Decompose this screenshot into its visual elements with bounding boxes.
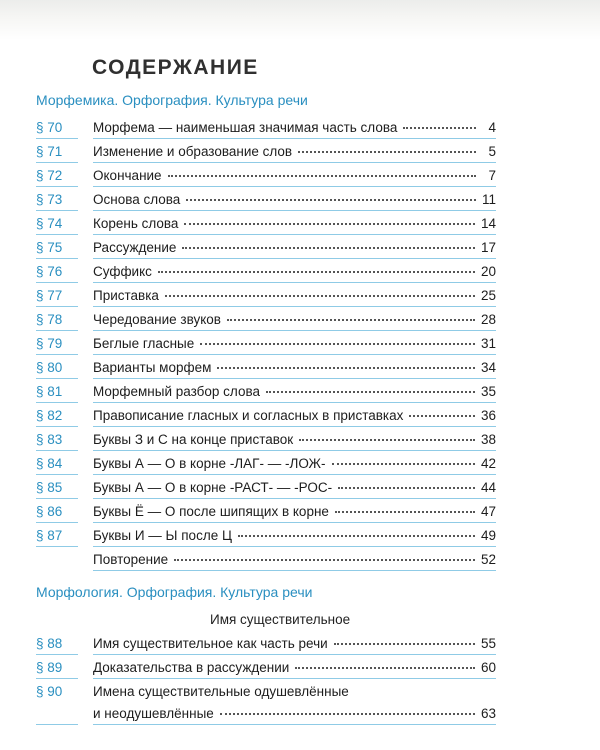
entry-leader (93, 360, 496, 375)
paragraph-underline (36, 162, 78, 163)
entry-leader (93, 192, 496, 207)
entry-underline (93, 330, 496, 331)
paragraph-number: § 80 (36, 360, 63, 375)
dot-leader (227, 319, 475, 321)
toc-entry[interactable] (36, 548, 496, 572)
page-number: 34 (480, 360, 496, 375)
entry-underline (93, 546, 496, 547)
page-number: 4 (488, 120, 496, 135)
paragraph-underline (36, 546, 78, 547)
toc-entry[interactable] (36, 164, 496, 188)
entry-title: Окончание (93, 168, 162, 183)
page-number: 7 (488, 168, 496, 183)
paragraph-underline (36, 678, 78, 679)
toc-entry-body (36, 284, 496, 308)
entry-leader (93, 636, 496, 651)
toc-entry[interactable] (36, 116, 496, 140)
dot-leader (409, 415, 475, 417)
entry-title: Корень слова (93, 216, 179, 231)
entry-leader (93, 264, 496, 279)
entry-leader (93, 504, 496, 519)
toc-entry[interactable] (36, 380, 496, 404)
entry-leader (93, 144, 496, 159)
page-title: СОДЕРЖАНИЕ (92, 56, 259, 79)
toc-entry-body (36, 428, 496, 452)
page-number: 44 (480, 480, 496, 495)
entry-leader (93, 480, 496, 495)
paragraph-underline (36, 402, 78, 403)
entry-title: Приставка (93, 288, 159, 303)
entry-underline (93, 426, 496, 427)
toc-entry-body (36, 680, 496, 726)
entry-title: Рассуждение (93, 240, 177, 255)
entry-leader (93, 312, 496, 327)
toc-entry-body (36, 656, 496, 680)
entry-underline (93, 234, 496, 235)
page-number: 60 (480, 660, 496, 675)
entry-title: Чередование звуков (93, 312, 221, 327)
entry-title: Основа слова (93, 192, 181, 207)
dot-leader (295, 667, 475, 669)
paragraph-underline (36, 354, 78, 355)
paragraph-number: § 83 (36, 432, 63, 447)
page-number: 38 (480, 432, 496, 447)
dot-leader (220, 713, 475, 715)
paragraph-number: § 72 (36, 168, 63, 183)
entry-title: Буквы З и С на конце приставок (93, 432, 294, 447)
toc-entry-body (36, 476, 496, 500)
paragraph-underline (36, 450, 78, 451)
paragraph-number: § 89 (36, 660, 63, 675)
entry-underline (93, 186, 496, 187)
entry-underline (93, 162, 496, 163)
page-number: 28 (480, 312, 496, 327)
section-heading: Морфемика. Орфография. Культура речи (36, 92, 308, 108)
paragraph-number: § 75 (36, 240, 63, 255)
dot-leader (266, 391, 475, 393)
page-number: 11 (481, 192, 496, 207)
dot-leader (174, 559, 475, 561)
paragraph-number: § 81 (36, 384, 63, 399)
entry-underline (93, 258, 496, 259)
paragraph-underline (36, 258, 78, 259)
entry-title: Буквы А — О в корне -РАСТ- — -РОС- (93, 480, 333, 495)
page-number: 36 (480, 408, 496, 423)
paragraph-underline (36, 330, 78, 331)
entry-leader (93, 456, 496, 471)
entry-underline (93, 474, 496, 475)
paragraph-number: § 85 (36, 480, 63, 495)
paragraph-underline (36, 498, 78, 499)
toc-entry-body (36, 140, 496, 164)
entry-underline (93, 570, 496, 571)
entry-underline (93, 654, 496, 655)
toc-entry[interactable] (36, 404, 496, 428)
toc-entry[interactable] (36, 188, 496, 212)
toc-entry[interactable] (36, 140, 496, 164)
paragraph-underline (36, 522, 78, 523)
page-number: 49 (480, 528, 496, 543)
toc-entry-body (36, 212, 496, 236)
entry-underline (93, 306, 496, 307)
entry-title: Повторение (93, 552, 169, 567)
paragraph-number: § 84 (36, 456, 63, 471)
paragraph-number: § 76 (36, 264, 63, 279)
toc-entry[interactable] (36, 332, 496, 356)
entry-leader (93, 288, 496, 303)
entry-leader (93, 336, 496, 351)
page-number: 14 (480, 216, 496, 231)
paragraph-underline (36, 210, 78, 211)
page-number: 42 (480, 456, 496, 471)
toc-entry[interactable] (36, 524, 496, 548)
entry-title: Правописание гласных и согласных в приставках (93, 408, 404, 423)
paragraph-underline (36, 186, 78, 187)
entry-underline (93, 678, 496, 679)
dot-leader (332, 463, 475, 465)
page-number: 52 (480, 552, 496, 567)
entry-title: Морфема — наименьшая значимая часть слова (93, 120, 398, 135)
toc-entry[interactable] (36, 308, 496, 332)
entry-underline (93, 498, 496, 499)
toc-entry[interactable] (36, 260, 496, 284)
entry-leader (93, 120, 496, 135)
entry-title: Изменение и образование слов (93, 144, 293, 159)
page-number: 35 (480, 384, 496, 399)
toc-entry-body (36, 116, 496, 140)
entry-leader (93, 168, 496, 183)
page-number: 55 (480, 636, 496, 651)
entry-title: Буквы И — Ы после Ц (93, 528, 232, 543)
dot-leader (335, 511, 475, 513)
entry-leader (93, 240, 496, 255)
paragraph-underline (36, 654, 78, 655)
dot-leader (165, 295, 475, 297)
entry-title: и неодушевлённые (93, 706, 214, 721)
toc-entry-body (36, 332, 496, 356)
paragraph-number: § 88 (36, 636, 63, 651)
paragraph-number: § 87 (36, 528, 63, 543)
toc-entry-body (36, 404, 496, 428)
entry-title: Буквы А — О в корне -ЛАГ- — -ЛОЖ- (93, 456, 326, 471)
entry-title: Буквы Ё — О после шипящих в корне (93, 504, 329, 519)
paragraph-underline (36, 138, 78, 139)
entry-underline (93, 724, 496, 725)
entry-underline (93, 354, 496, 355)
paragraph-number: § 78 (36, 312, 63, 327)
section-heading: Морфология. Орфография. Культура речи (36, 584, 313, 600)
paragraph-number: § 74 (36, 216, 63, 231)
paragraph-number: § 86 (36, 504, 63, 519)
page-number: 63 (480, 706, 496, 721)
toc-entry[interactable] (36, 476, 496, 500)
paragraph-number: § 73 (36, 192, 63, 207)
dot-leader (299, 439, 475, 441)
entry-title: Доказательства в рассуждении (93, 660, 290, 675)
paragraph-underline (36, 378, 78, 379)
dot-leader (184, 223, 475, 225)
paragraph-underline (36, 426, 78, 427)
entry-leader (93, 660, 496, 675)
entry-leader (93, 528, 496, 543)
paragraph-number: § 70 (36, 120, 63, 135)
paragraph-underline (36, 474, 78, 475)
entry-leader (93, 552, 496, 567)
page-number: 5 (488, 144, 496, 159)
entry-title: Беглые гласные (93, 336, 195, 351)
entry-underline (93, 138, 496, 139)
toc-entry-body (36, 164, 496, 188)
paragraph-number: § 90 (36, 684, 63, 699)
paragraph-underline (36, 306, 78, 307)
entry-leader (93, 216, 496, 231)
toc-entry-body (36, 236, 496, 260)
toc-entry-body (36, 524, 496, 548)
page-number: 47 (480, 504, 496, 519)
dot-leader (182, 247, 475, 249)
entry-underline (93, 402, 496, 403)
paragraph-number: § 77 (36, 288, 63, 303)
paragraph-number: § 79 (36, 336, 63, 351)
paragraph-underline (36, 724, 78, 725)
entry-leader (93, 384, 496, 399)
toc-entry-body (36, 188, 496, 212)
paragraph-number: § 82 (36, 408, 63, 423)
page-number: 20 (480, 264, 496, 279)
page-number: 17 (480, 240, 496, 255)
dot-leader (186, 199, 476, 201)
entry-leader (93, 432, 496, 447)
entry-underline (93, 522, 496, 523)
dot-leader (334, 643, 475, 645)
entry-underline (93, 450, 496, 451)
toc-entry-body (36, 500, 496, 524)
toc-entry-body (36, 548, 496, 572)
paragraph-number: § 71 (36, 144, 63, 159)
toc-entry[interactable] (36, 284, 496, 308)
entry-leader (93, 706, 496, 721)
toc-entry[interactable] (36, 236, 496, 260)
toc-entry-body (36, 260, 496, 284)
toc-entry-body (36, 452, 496, 476)
dot-leader (238, 535, 475, 537)
entry-title: Варианты морфем (93, 360, 212, 375)
toc-entry[interactable] (36, 500, 496, 524)
dot-leader (403, 127, 476, 129)
page-number: 31 (480, 336, 496, 351)
dot-leader (217, 367, 475, 369)
toc-entry[interactable] (36, 632, 496, 656)
toc-entry[interactable] (36, 428, 496, 452)
subheading: Имя существительное (210, 612, 351, 627)
toc-entry-body (36, 632, 496, 656)
entry-title-line1: Имена существительные одушевлённые (93, 684, 349, 699)
page-number: 25 (480, 288, 496, 303)
toc-entry-body (36, 380, 496, 404)
entry-underline (93, 282, 496, 283)
toc-entry[interactable] (36, 356, 496, 380)
dot-leader (158, 271, 475, 273)
toc-entry[interactable] (36, 212, 496, 236)
toc-entry[interactable] (36, 680, 496, 726)
entry-title: Суффикс (93, 264, 152, 279)
toc-entry-body (36, 308, 496, 332)
entry-title: Морфемный разбор слова (93, 384, 260, 399)
entry-title: Имя существительное как часть речи (93, 636, 328, 651)
dot-leader (168, 175, 476, 177)
dot-leader (338, 487, 475, 489)
paragraph-underline (36, 282, 78, 283)
entry-underline (93, 210, 496, 211)
dot-leader (298, 151, 476, 153)
toc-entry[interactable] (36, 452, 496, 476)
toc-entry[interactable] (36, 656, 496, 680)
dot-leader (200, 343, 475, 345)
toc-entry-body (36, 356, 496, 380)
entry-leader (93, 408, 496, 423)
entry-underline (93, 378, 496, 379)
paragraph-underline (36, 234, 78, 235)
